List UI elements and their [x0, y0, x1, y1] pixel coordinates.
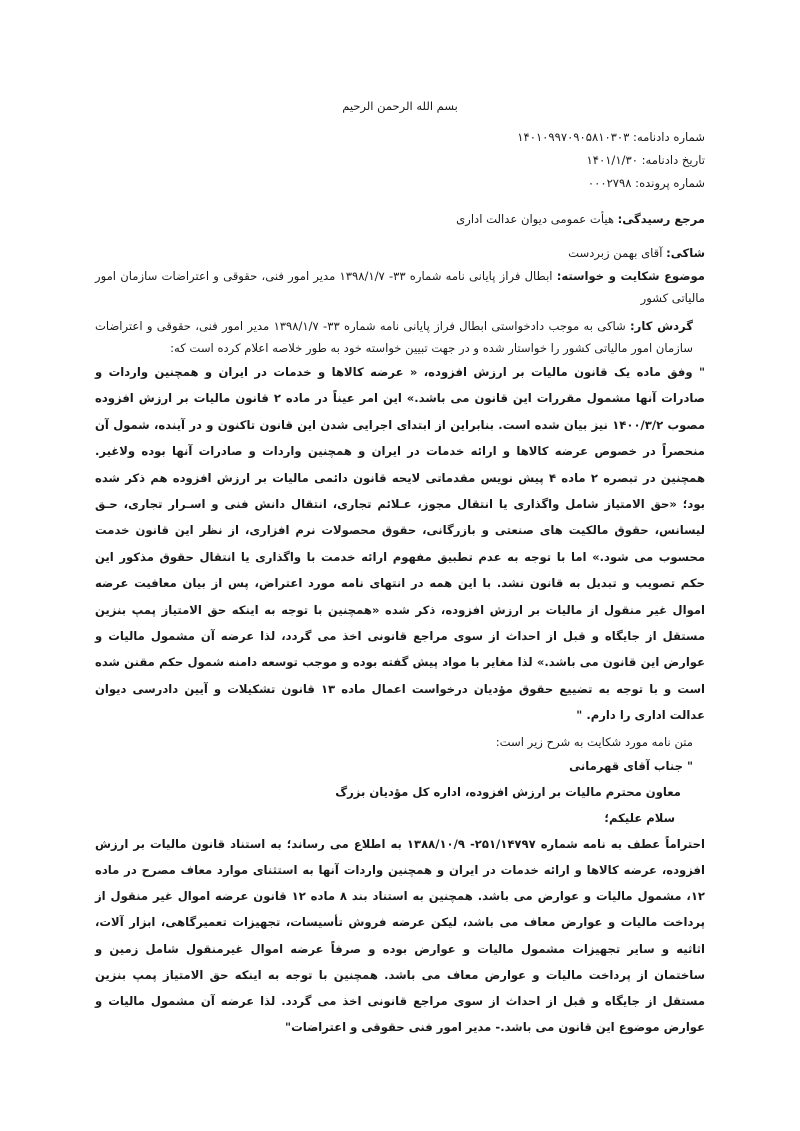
letter-addressee-title: معاون محترم مالیات بر ارزش افزوده، اداره کل مؤدیان بزرگ	[335, 784, 681, 799]
letter-addressee: " جناب آقای قهرمانی	[569, 758, 693, 773]
document-page	[95, 96, 705, 1040]
authority-value: هیأت عمومی دیوان عدالت اداری	[456, 212, 618, 226]
letter-intro: متن نامه مورد شکایت به شرح زیر است:	[495, 734, 693, 749]
plaintiff-value: آقای بهمن زبردست	[568, 246, 667, 260]
case-number: شماره پرونده: ۰۰۰۲۷۹۸	[587, 176, 705, 190]
verdict-date: تاریخ دادنامه: ۱۴۰۱/۱/۳۰	[586, 153, 705, 167]
plaintiff-label: شاکی:	[666, 246, 705, 260]
subject-value: ابطال فراز پایانی نامه شماره ۳۳- ۱۳۹۸/۱/۷ مدیر امور فنی، حقوقی و اعتراضات سازمان امور مالیاتی کشور	[95, 269, 705, 305]
bismillah-heading: بسم الله الرحمن الرحیم	[342, 99, 458, 113]
process-value: شاکی به موجب دادخواستی ابطال فراز پایانی نامه شماره ۳۳- ۱۳۹۸/۱/۷ مدیر امور فنی، حقوقی و اعتراضات سازمان امور مالیاتی کشور را خواستار شده و در جهت تبیین خواسته خود به طور خلاصه اعلام کرده است که:	[95, 319, 693, 355]
subject-line	[95, 265, 705, 309]
authority-label: مرجع رسیدگی:	[617, 212, 705, 226]
authority-line	[95, 209, 705, 229]
verdict-number: شماره دادنامه: ۱۴۰۱۰۹۹۷۰۹۰۵۸۱۰۳۰۳	[517, 130, 705, 144]
complaint-quote: " وفق ماده یک قانون مالیات بر ارزش افزوده، « عرضه کالاها و خدمات در ایران و همچنین واردات و صادرات آنها مشمول مقررات این قانون می باشد.» این امر عیناً در ماده ۲ قانون مالیات بر ارزش افزوده مصوب ۱۴۰۰/۳/۲ نیز بیان شده است. بنابراین از ابتدای اجرایی شدن این قانون تاکنون و در آینده، شمول آن منحصراً در خصوص عرضه کالاها و ارائه خدمات در ایران و همچنین واردات و صادرات آنها بوده ولاغیر. همچنین در تبصره ۲ ماده ۴ پیش نویس مقدماتی لایحه قانون دائمی مالیات بر ارزش افزوده هم ذکر شده بود؛ «حق الامتیاز شامل واگذاری یا انتقال مجوز، عـلائم تجاری، انتقال دانش فنی و اسـرار تجاری، حـق لیسانس، حقوق مالکیت های صنعتی و بازرگانی، حقوق محصولات نرم افزاری، از نظر این قانون خدمت محسوب می شود.» اما با توجه به عدم تطبیق مفهوم ارائه خدمت با واگذاری یا انتقال حقوق مذکور این حکم تصویب و تبدیل به قانون نشد. با این همه در انتهای نامه مورد اعتراض، پس از بیان معافیت عرضه اموال غیر منقول از مالیات بر ارزش افزوده، ذکر شده «همچنین با توجه به اینکه حق الامتیاز پمپ بنزین مستقل از جایگاه و قبل از احداث از سوی مراجع قانونی اخذ می گردد، لذا عرضه آن مشمول مالیات و عوارض این قانون می باشد.» لذا مغایر با مواد پیش گفته بوده و موجب توسعه دامنه شمول حکم مقنن شده است و با توجه به تضییع حقوق مؤدیان درخواست اعمال ماده ۱۳ قانون تشکیلات و آیین دادرسی دیوان عدالت اداری را دارم. "	[95, 365, 705, 723]
plaintiff-line	[95, 243, 705, 263]
process-label: گردش کار:	[630, 319, 693, 333]
letter-greeting: سلام علیکم؛	[604, 810, 675, 825]
process-paragraph	[95, 315, 705, 359]
letter-body: احتراماً عطف به نامه شماره ۲۵۱/۱۴۷۹۷- ۱۳۸۸/۱۰/۹ به اطلاع می رساند؛ به استناد قانون مالیات بر ارزش افزوده، عرضه کالاها و ارائه خدمات در ایران و همچنین واردات آنها به استثنای موارد معاف مصرح در ماده ۱۲، مشمول مالیات و عوارض می باشد. همچنین به استناد بند ۸ ماده ۱۲ قانون عرضه اموال غیر منقول از پرداخت مالیات و عوارض معاف می باشد، لیکن عرضه فروش تأسیسات، تجهیزات تعمیرگاهی، ابزار آلات، اثاثیه و سایر تجهیزات مشمول مالیات و عوارض بوده و صرفاً عرضه اموال غیرمنقول شامل زمین و ساختمان از پرداخت مالیات و عوارض معاف می باشد. همچنین با توجه به اینکه حق الامتیاز پمپ بنزین مستقل از جایگاه و قبل از احداث از سوی مراجع قانونی اخذ می گردد. لذا عرضه آن مشمول مالیات و عوارض موضوع این قانون می باشد.- مدیر امور فنی حقوقی و اعتراضات"	[95, 836, 705, 1035]
subject-label: موضوع شکایت و خواسته:	[556, 269, 705, 283]
